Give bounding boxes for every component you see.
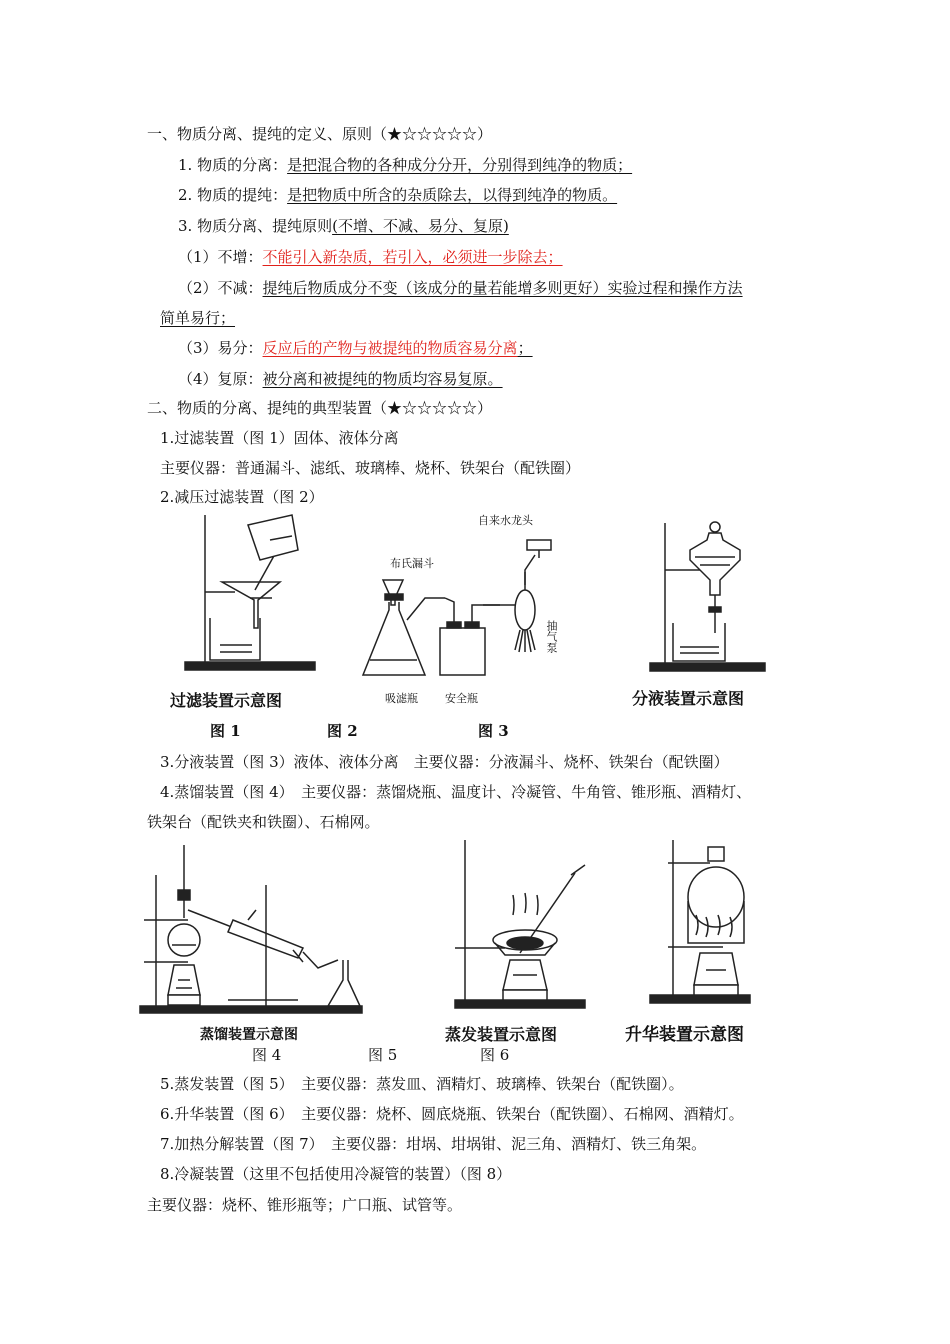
principle-no-add-text: 不能引入新杂质，若引入，必须进一步除去； (262, 248, 563, 266)
item-purification (178, 185, 617, 205)
separatory-funnel-diagram (645, 515, 775, 685)
principle-no-reduce-text: 提纯后物质成分不变（该成分的量若能增多则更好）实验过程和操作方法 (262, 279, 743, 297)
principle-no-reduce-cont: 简单易行； (160, 309, 236, 327)
principle-restore-label: （4）复原： (178, 370, 263, 388)
filtration-diagram (180, 510, 330, 685)
distillation-caption: 蒸馏装置示意图 (200, 1027, 298, 1043)
evaporation-device-line: 5.蒸发装置（图 5） 主要仪器：蒸发皿、酒精灯、玻璃棒、铁架台（配铁圈）。 (160, 1075, 684, 1093)
label-pump: 抽气泵 (545, 620, 558, 653)
principle-restore-text: 被分离和被提纯的物质均容易复原。 (262, 370, 503, 388)
principle-no-add-label: （1）不增： (178, 248, 263, 266)
label-suction-flask: 吸滤瓶 (385, 692, 418, 705)
principle-easy-separate-text: 反应后的产物与被提纯的物质容易分离 (262, 339, 518, 357)
label-tap: 自来水龙头 (478, 514, 533, 527)
item-separation-text: 是把混合物的各种成分分开，分别得到纯净的物质； (287, 156, 633, 174)
item-separation-label: 1. 物质的分离： (178, 156, 288, 174)
distillation-device-line: 4.蒸馏装置（图 4） 主要仪器：蒸馏烧瓶、温度计、冷凝管、牛角管、锥形瓶、酒精灯、 (160, 783, 752, 801)
fig-5-label: 图 5 (368, 1046, 398, 1064)
evaporation-diagram (445, 835, 595, 1020)
label-buchner-funnel: 布氏漏斗 (390, 557, 434, 570)
condensation-instruments-line: 主要仪器：烧杯、锥形瓶等；广口瓶、试管等。 (147, 1196, 463, 1214)
filtration-caption: 过滤装置示意图 (170, 691, 283, 710)
separation-caption: 分液装置示意图 (632, 689, 745, 708)
sublimation-diagram (648, 835, 758, 1015)
distillation-device-cont: 铁架台（配铁夹和铁圈）、石棉网。 (147, 813, 380, 831)
separation-device-line: 3.分液装置（图 3）液体、液体分离 主要仪器：分液漏斗、烧杯、铁架台（配铁圈） (160, 753, 729, 771)
item-purification-text: 是把物质中所含的杂质除去，以得到纯净的物质。 (287, 186, 618, 204)
filter-device-line: 1.过滤装置（图 1）固体、液体分离 (160, 429, 399, 447)
item-principles-text: (不增、不减、易分、复原) (332, 217, 509, 235)
filter-instruments-line: 主要仪器：普通漏斗、滤纸、玻璃棒、烧杯、铁架台（配铁圈） (160, 459, 581, 477)
principle-restore (178, 369, 503, 389)
section-2-heading: 二、物质的分离、提纯的典型装置（★☆☆☆☆☆） (147, 399, 493, 417)
fig-4-label: 图 4 (252, 1046, 282, 1064)
label-safety-bottle: 安全瓶 (445, 692, 478, 705)
item-principles (178, 216, 509, 236)
sublimation-device-line: 6.升华装置（图 6） 主要仪器：烧杯、圆底烧瓶、铁架台（配铁圈）、石棉网、酒精灯。 (160, 1105, 744, 1123)
decomposition-device-line: 7.加热分解装置（图 7） 主要仪器：坩埚、坩埚钳、泥三角、酒精灯、铁三角架。 (160, 1135, 707, 1153)
item-purification-label: 2. 物质的提纯： (178, 186, 288, 204)
principle-easy-separate (178, 338, 533, 358)
section-1-heading: 一、物质分离、提纯的定义、原则（★☆☆☆☆☆） (147, 125, 493, 143)
principle-no-reduce (178, 278, 743, 298)
fig-3-label: 图 3 (478, 722, 509, 740)
principle-easy-separate-tail: ； (517, 339, 533, 357)
fig-6-label: 图 6 (480, 1046, 510, 1064)
vacuum-filter-line: 2.减压过滤装置（图 2） (160, 488, 324, 506)
principle-no-add (178, 247, 563, 267)
principle-easy-separate-label: （3）易分： (178, 339, 263, 357)
fig-1-label: 图 1 (210, 722, 241, 740)
principle-no-reduce-label: （2）不减： (178, 279, 263, 297)
distillation-diagram (138, 840, 363, 1020)
evaporation-caption: 蒸发装置示意图 (445, 1025, 558, 1044)
vacuum-filtration-diagram (355, 510, 565, 685)
condensation-device-line: 8.冷凝装置（这里不包括使用冷凝管的装置）（图 8） (160, 1165, 512, 1183)
item-principles-label: 3. 物质分离、提纯原则 (178, 217, 333, 235)
item-separation (178, 155, 632, 175)
sublimation-caption: 升华装置示意图 (625, 1025, 744, 1045)
fig-2-label: 图 2 (327, 722, 358, 740)
